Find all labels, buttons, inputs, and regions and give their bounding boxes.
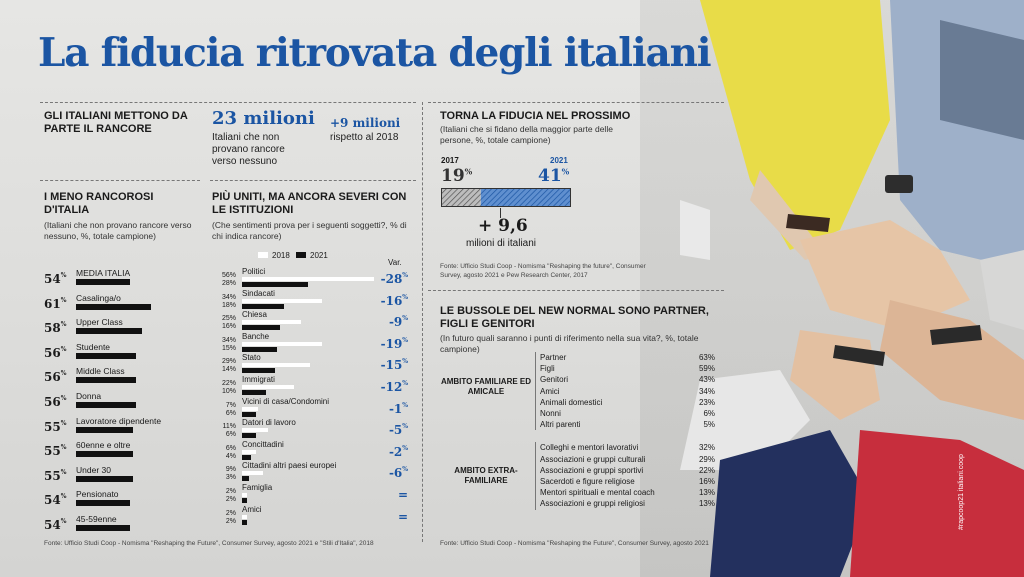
bar-2018	[242, 428, 268, 432]
bar-2018	[242, 277, 374, 281]
bussole-value: 34%	[698, 386, 715, 396]
bar-2018	[242, 515, 247, 519]
rancorosi-bar	[76, 328, 142, 334]
legend-label-2018: 2018	[272, 251, 290, 260]
istituzioni-row	[214, 353, 414, 376]
rancorosi-bar	[76, 279, 130, 285]
variation-value: -12%	[380, 380, 408, 394]
meno-rancorosi-heading: I MENO RANCOROSI D'ITALIA	[44, 191, 154, 216]
rancorosi-value: 56%	[44, 345, 67, 360]
bussole-label: Associazioni e gruppi sportivi	[540, 465, 644, 475]
bussole-row	[540, 408, 715, 419]
rancorosi-value: 55%	[44, 468, 67, 483]
rancorosi-row	[44, 416, 204, 436]
bar-2018	[242, 342, 322, 346]
istituzioni-label: Immigrati	[242, 375, 275, 384]
bussole-value: 29%	[698, 454, 715, 464]
percent-sign: %	[60, 296, 67, 304]
bussole-value: 13%	[698, 488, 715, 498]
percent-sign: %	[60, 419, 67, 427]
bar-2018	[242, 385, 294, 389]
bussole-heading: LE BUSSOLE DEL NEW NORMAL SONO PARTNER, FIGLI E GENITORI	[440, 305, 709, 330]
bussole-label: Amici	[540, 386, 560, 396]
value-2021: 28%	[221, 280, 236, 287]
bussole-row	[540, 363, 715, 374]
value-2018: 22%	[221, 380, 236, 387]
rancorosi-value: 55%	[44, 444, 67, 459]
group-extra-label: AMBITO EXTRA-FAMILIARE	[454, 466, 518, 485]
rancorosi-label: Studente	[76, 341, 111, 352]
rancorosi-label: Donna	[76, 391, 102, 401]
percent-sign: %	[402, 293, 408, 301]
fiducia-source: Fonte: Ufficio Studi Coop - Nomisma "Reshaping the future", Consumer Survey, agosto 2021 e Pew Research Center, 2017	[440, 263, 646, 279]
page-title: La fiducia ritrovata degli italiani	[38, 30, 711, 76]
istituzioni-row	[214, 483, 414, 506]
rancorosi-row	[44, 317, 204, 337]
bussole-label: Figli	[540, 364, 555, 374]
percent-sign: %	[402, 401, 408, 409]
istituzioni-row	[214, 375, 414, 398]
variation-value: -19%	[380, 336, 408, 351]
istituzioni-label: Amici	[242, 504, 262, 514]
bar-2021	[242, 304, 284, 309]
delta-description: rispetto al 2018	[330, 132, 399, 143]
year-2017: 2017	[441, 156, 459, 165]
value-2021: 15%	[221, 344, 236, 352]
variation-value: -28%	[380, 272, 408, 286]
istituzioni-label: Datori di lavoro	[242, 418, 296, 428]
value-2021: 2%	[225, 517, 236, 525]
bar-2018	[242, 493, 247, 497]
rancorosi-value: 54%	[44, 518, 67, 532]
istituzioni-row	[214, 267, 414, 290]
percent-sign: %	[60, 444, 67, 452]
bar-2018	[242, 320, 301, 324]
rancorosi-row	[44, 391, 204, 411]
big-description: Italiani che non provano rancore verso nessuno	[212, 132, 285, 167]
istituzioni-label: Politici	[242, 267, 266, 276]
percent-sign: %	[402, 358, 408, 366]
group-bracket	[535, 442, 536, 510]
rancorosi-value: 56%	[44, 395, 67, 409]
istituzioni-row	[214, 418, 414, 441]
bar-2021	[242, 282, 308, 287]
value-2021: 10%	[221, 388, 236, 395]
bussole-label: Animali domestici	[540, 397, 603, 407]
legend-swatch-2018	[258, 252, 268, 258]
rancorosi-bar	[76, 353, 136, 359]
bussole-row	[540, 397, 715, 408]
column-divider	[422, 102, 423, 542]
rancorosi-label: MEDIA ITALIA	[76, 268, 131, 278]
value-2018: 6%	[225, 444, 236, 452]
istituzioni-row	[214, 288, 414, 312]
variation-value: -2%	[388, 444, 408, 459]
percent-sign: %	[60, 518, 67, 525]
bussole-row	[540, 386, 715, 397]
rancorosi-bar	[76, 500, 130, 506]
bar-2021	[242, 520, 247, 525]
istituzioni-label: Sindacati	[242, 288, 275, 298]
bussole-label: Partner	[540, 353, 567, 362]
percent-sign: %	[402, 444, 408, 452]
rancorosi-label: Upper Class	[76, 317, 123, 328]
bar-2018	[242, 363, 310, 367]
istituzioni-label: Chiesa	[242, 310, 267, 320]
istituzioni-row	[214, 331, 414, 355]
divider	[40, 180, 200, 181]
rancorosi-value: 58%	[44, 321, 67, 336]
group-familiare-label: AMBITO FAMILIARE ED AMICALE	[440, 377, 532, 396]
percent-sign: %	[402, 336, 408, 344]
variation-header: Var.	[388, 258, 402, 267]
variation-value: =	[397, 488, 408, 502]
istituzioni-label: Cittadini altri paesi europei	[242, 461, 337, 471]
percent-sign: %	[60, 468, 67, 476]
meno-rancorosi-subtitle: (Italiani che non provano rancore verso nessuno, %, totale campione)	[44, 220, 192, 241]
rancorosi-bar	[76, 427, 133, 433]
percent-sign: %	[60, 345, 67, 353]
percent-sign: %	[60, 493, 67, 501]
divider	[428, 102, 724, 103]
percent-sign: %	[402, 423, 408, 431]
bar-2018	[242, 299, 322, 303]
group-bracket	[535, 352, 536, 430]
bar-2021	[242, 455, 251, 460]
value-2021: 18%	[221, 301, 236, 309]
rancorosi-value: 56%	[44, 370, 67, 385]
rancorosi-label: 45-59enne	[76, 514, 117, 524]
bussole-row	[540, 352, 715, 363]
bussole-row	[540, 498, 715, 509]
rancorosi-row	[44, 342, 204, 362]
istituzioni-label: Banche	[242, 331, 270, 341]
fiducia-heading: TORNA LA FIDUCIA NEL PROSSIMO	[440, 110, 631, 122]
istituzioni-heading: PIÙ UNITI, MA ANCORA SEVERI CON LE ISTITUZIONI	[212, 191, 407, 216]
rancorosi-label: Casalinga/o	[76, 292, 121, 303]
divider	[428, 290, 724, 291]
bussole-label: Altri parenti	[540, 420, 581, 430]
rancorosi-bar	[76, 377, 136, 383]
value-2018: 2%	[225, 488, 236, 495]
bussole-label: Genitori	[540, 375, 569, 385]
variation-value: -15%	[380, 358, 408, 373]
variation-value: -5%	[388, 423, 408, 438]
percent-sign: %	[60, 321, 67, 329]
big-value: 23 milioni	[212, 108, 315, 129]
divider	[40, 102, 416, 103]
istituzioni-row	[214, 396, 414, 420]
source-left: Fonte: Ufficio Studi Coop - Nomisma "Reshaping the Future", Consumer Survey, agosto 2021 e "Stili d'Italia", 2018	[44, 540, 374, 547]
variation-value: -1%	[388, 401, 408, 416]
istituzioni-label: Concittadini	[242, 439, 284, 449]
bar-2021	[242, 476, 249, 481]
variation-value: =	[397, 509, 408, 524]
value-2018: 34%	[221, 336, 236, 344]
value-2018: 25%	[221, 315, 236, 323]
rancorosi-label: 60enne e oltre	[76, 440, 131, 451]
bussole-value: 59%	[698, 364, 715, 374]
percent-sign: %	[60, 370, 67, 378]
istituzioni-row	[214, 439, 414, 463]
bussole-value: 43%	[698, 375, 715, 385]
value-2018: 34%	[221, 293, 236, 301]
delta-value: +9 milioni	[330, 116, 401, 130]
rancorosi-label: Lavoratore dipendente	[76, 415, 162, 426]
value-2021: 2%	[225, 496, 236, 503]
variation-value: -16%	[380, 293, 408, 308]
bussole-row	[540, 487, 715, 498]
bussole-label: Nonni	[540, 409, 561, 418]
bussole-value: 16%	[698, 477, 715, 486]
bussole-label: Mentori spirituali e mental coach	[540, 488, 655, 498]
fiducia-bar	[441, 188, 573, 208]
bar-2018	[242, 471, 263, 475]
bussole-value: 23%	[698, 397, 715, 407]
variation-value: -6%	[388, 466, 408, 481]
rancorosi-bar	[76, 304, 151, 310]
istituzioni-row	[214, 461, 414, 484]
percent-sign: %	[60, 395, 67, 402]
istituzioni-row	[214, 310, 414, 333]
value-2018: 7%	[225, 401, 236, 409]
variation-value: -9%	[388, 315, 408, 330]
bar-2021	[242, 412, 256, 417]
rancorosi-label: Pensionato	[76, 489, 119, 500]
bar-2021	[242, 347, 277, 352]
fiducia-delta-value: + 9,6	[478, 216, 528, 236]
bussole-row	[540, 374, 715, 385]
rancorosi-bar	[76, 402, 136, 408]
value-2021: 41%	[538, 166, 570, 186]
bussole-value: 32%	[698, 443, 715, 453]
bar-2021	[481, 189, 570, 206]
bussole-label: Colleghi e mentori lavorativi	[540, 443, 639, 453]
istituzioni-label: Stato	[242, 353, 261, 363]
istituzioni-label: Vicini di casa/Condomini	[242, 396, 330, 406]
value-2021: 6%	[225, 409, 236, 417]
fiducia-subtitle: (Italiani che si fidano della maggior parte delle persone, %, totale campione)	[440, 124, 613, 145]
legend-label-2021: 2021	[310, 251, 328, 260]
rancorosi-row	[44, 465, 204, 485]
bussole-row	[540, 454, 715, 465]
value-2018: 11%	[222, 423, 236, 431]
bussole-value: 63%	[698, 353, 715, 362]
bussole-row	[540, 419, 715, 430]
istituzioni-row	[214, 504, 414, 528]
rancorosi-row	[44, 293, 204, 313]
rancorosi-label: Under 30	[76, 464, 111, 475]
bar-2021	[242, 368, 275, 373]
bussole-label: Sacerdoti e figure religiose	[540, 477, 635, 486]
rancorosi-bar	[76, 525, 130, 531]
value-2021: 4%	[225, 452, 236, 460]
year-2021: 2021	[550, 156, 568, 165]
value-2021: 16%	[221, 323, 236, 331]
fiducia-delta-description: milioni di italiani	[466, 238, 537, 249]
divider	[210, 180, 416, 181]
bussole-value: 6%	[703, 409, 715, 418]
bussole-value: 22%	[698, 465, 715, 475]
rancorosi-row	[44, 366, 204, 386]
bar-2018	[242, 407, 258, 411]
hashtag-label: #rapcoop21 italiani.coop	[958, 454, 965, 530]
rancorosi-value: 54%	[44, 272, 67, 286]
rancore-heading: GLI ITALIANI METTONO DA PARTE IL RANCORE	[44, 110, 188, 135]
percent-sign: %	[402, 272, 408, 279]
rancorosi-row	[44, 268, 204, 288]
rancorosi-value: 55%	[44, 419, 67, 434]
rancorosi-label: Middle Class	[76, 366, 125, 377]
rancorosi-value: 61%	[44, 296, 67, 311]
bussole-subtitle: (In futuro quali saranno i punti di riferimento nella sua vita?, %, totale campione)	[440, 333, 699, 354]
bar-2018	[242, 450, 256, 454]
bar-2017	[442, 189, 481, 206]
bussole-value: 5%	[703, 420, 715, 430]
bar-2021	[242, 390, 266, 395]
value-2018: 29%	[221, 358, 236, 366]
bussole-source: Fonte: Ufficio Studi Coop - Nomisma "Reshaping the Future", Consumer Survey, agosto 2021	[440, 540, 709, 547]
value-2018: 56%	[221, 272, 236, 279]
bussole-row	[540, 442, 715, 453]
percent-sign: %	[60, 272, 67, 279]
bussole-label: Associazioni e gruppi religiosi	[540, 499, 645, 509]
bar-2021	[242, 325, 280, 330]
bussole-row	[540, 465, 715, 476]
rancorosi-row	[44, 440, 204, 460]
istituzioni-label: Famiglia	[242, 483, 273, 492]
rancorosi-bar	[76, 476, 133, 482]
percent-sign: %	[402, 466, 408, 474]
bar-2021	[242, 433, 256, 438]
bussole-label: Associazioni e gruppi culturali	[540, 454, 646, 464]
istituzioni-subtitle: (Che sentimenti prova per i seguenti soggetti?, % di chi indica rancore)	[212, 220, 407, 241]
bussole-row	[540, 476, 715, 487]
legend-swatch-2021	[296, 252, 306, 258]
rancorosi-row	[44, 489, 204, 509]
percent-sign: %	[402, 315, 408, 323]
rancorosi-bar	[76, 451, 133, 457]
value-2018: 2%	[225, 509, 236, 517]
value-2021: 3%	[225, 474, 236, 482]
bussole-value: 13%	[698, 499, 715, 509]
value-2021: 14%	[221, 366, 236, 374]
value-2018: 9%	[225, 466, 236, 474]
rancorosi-row	[44, 514, 204, 534]
value-2021: 6%	[225, 431, 236, 439]
rancorosi-value: 54%	[44, 493, 67, 508]
percent-sign: %	[402, 380, 408, 387]
value-2017: 19%	[441, 166, 473, 186]
bar-2021	[242, 498, 247, 503]
